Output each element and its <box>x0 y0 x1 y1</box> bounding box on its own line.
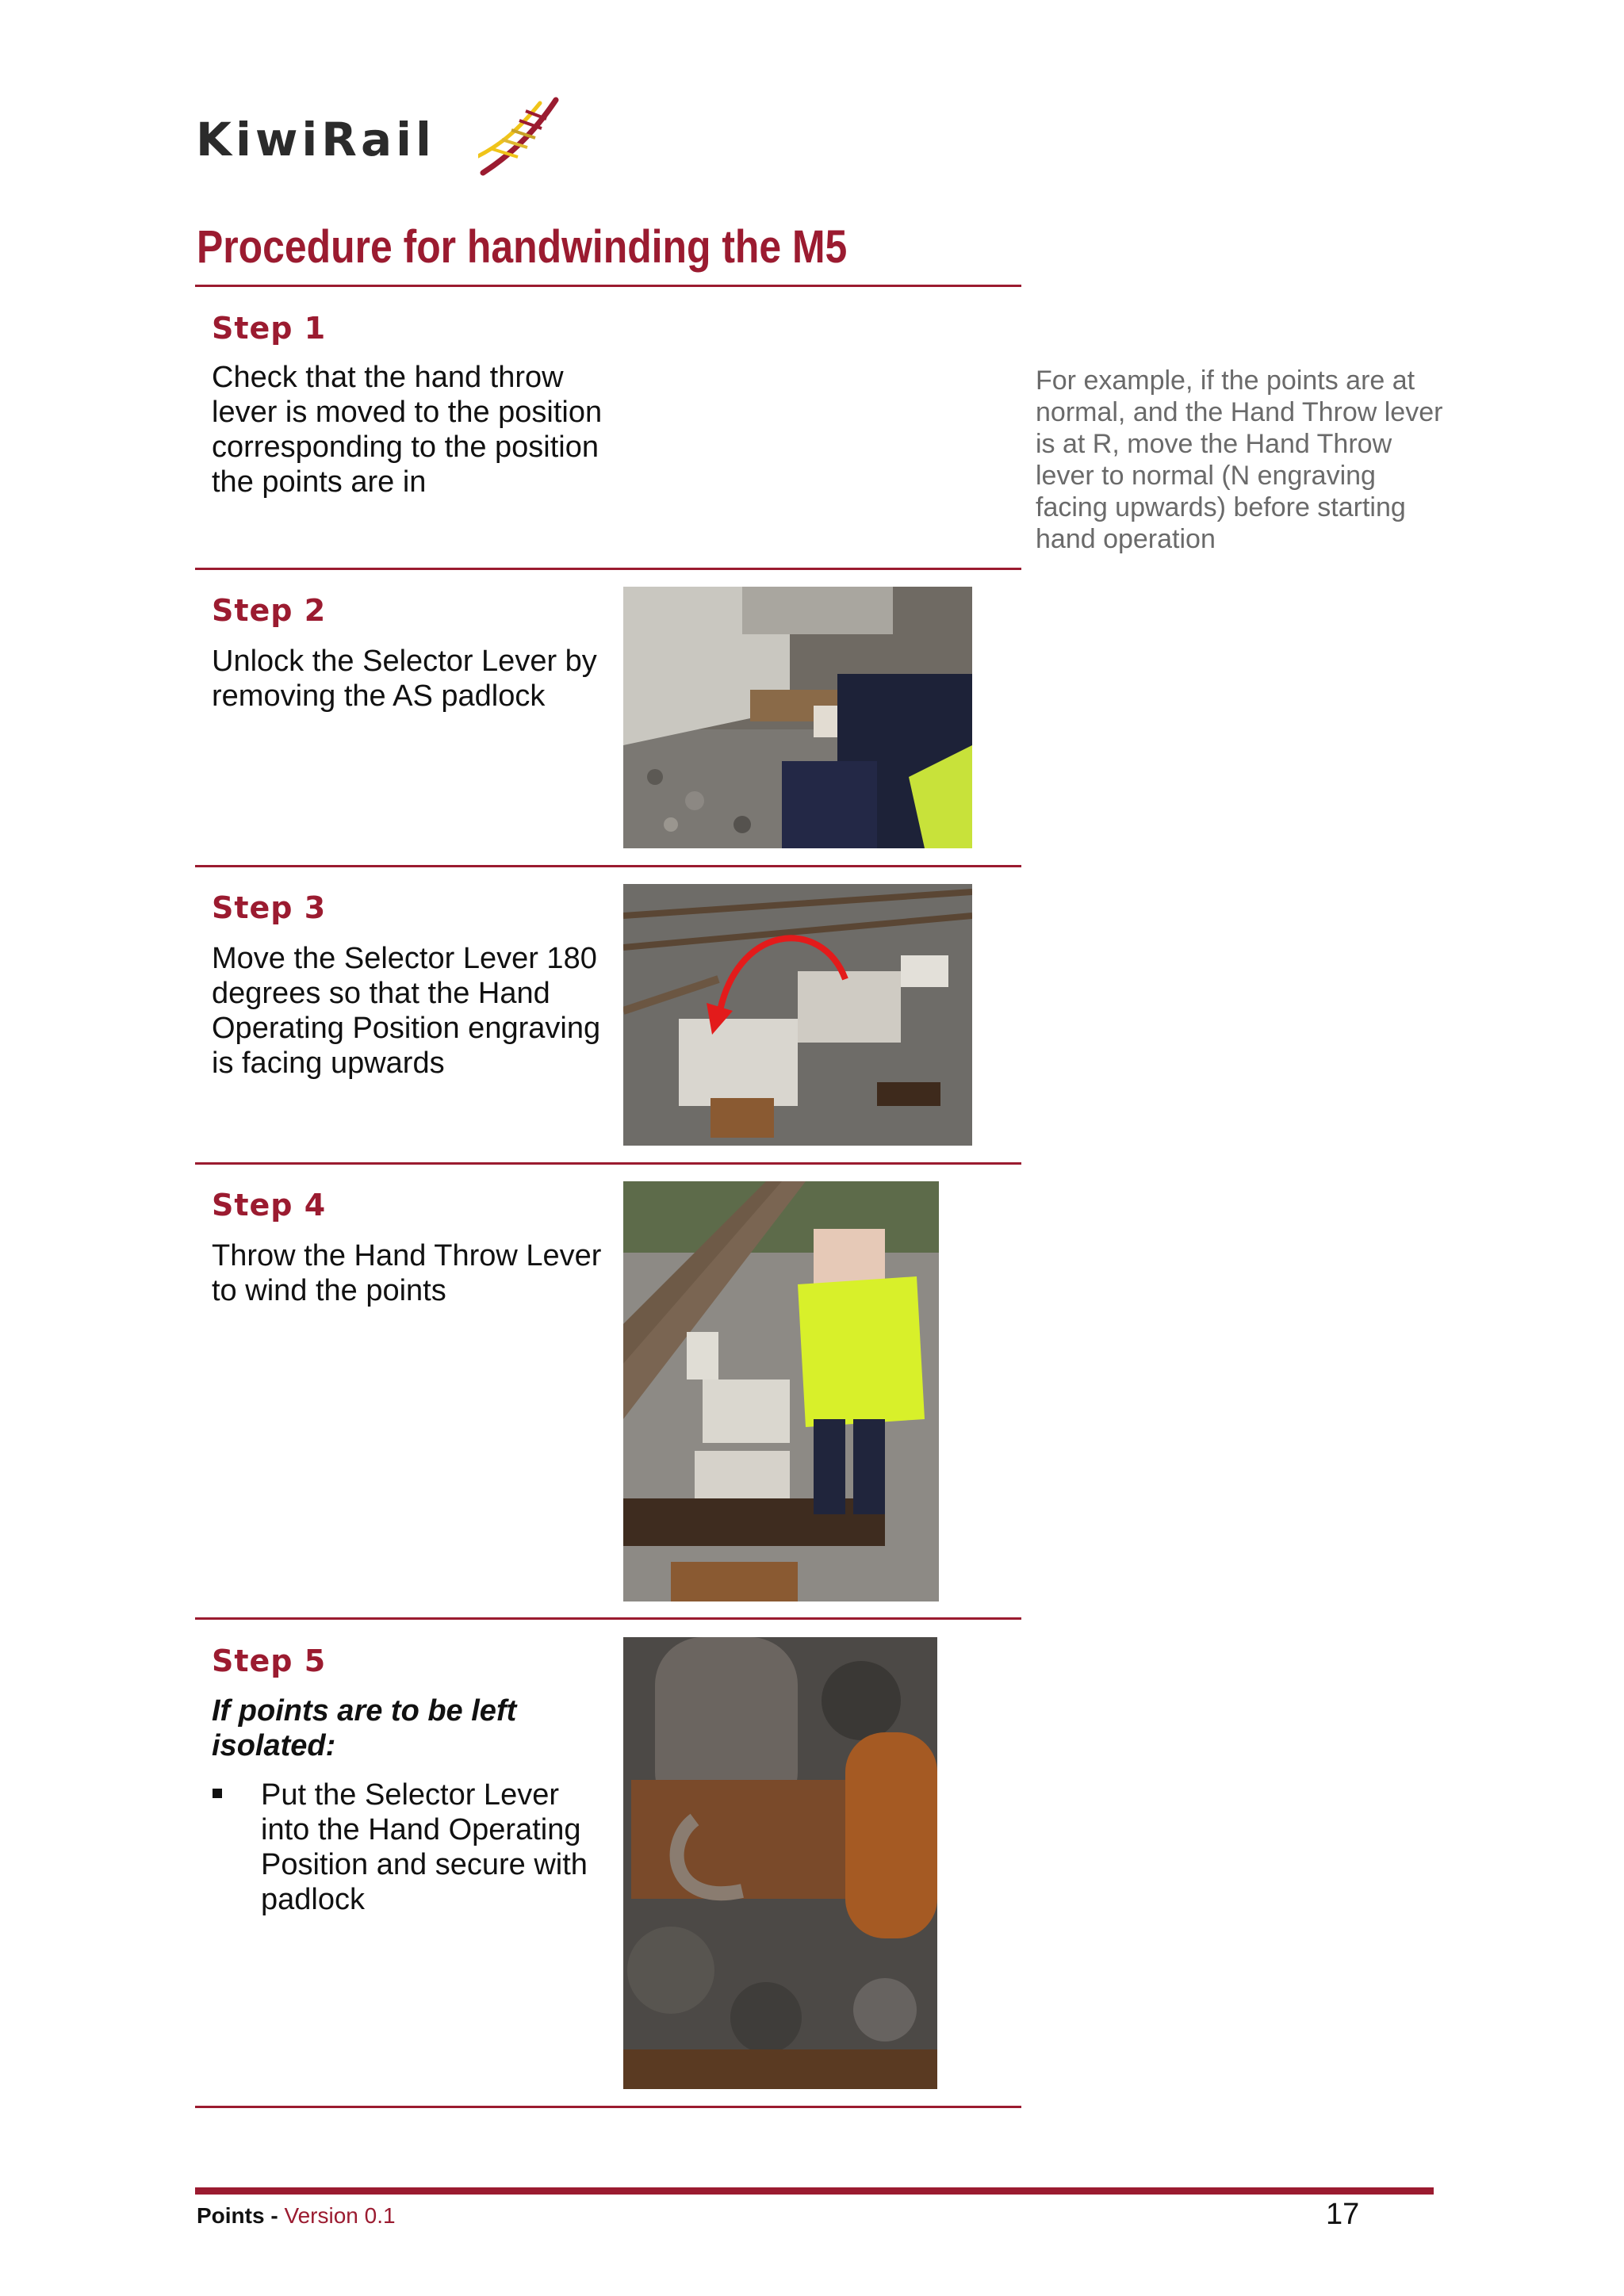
step-divider <box>195 2106 1021 2108</box>
step-1-label: Step 1 <box>212 311 327 346</box>
step-2-photo <box>623 587 972 848</box>
step-4-label: Step 4 <box>212 1188 327 1223</box>
page-title: Procedure for handwinding the M5 <box>197 221 848 273</box>
step-divider <box>195 1617 1021 1620</box>
step-4-text: Throw the Hand Throw Lever to wind the points <box>212 1239 602 1307</box>
kiwirail-logo <box>196 94 569 181</box>
bullet-icon <box>213 1789 222 1798</box>
step-divider <box>195 1162 1021 1165</box>
step-5-photo <box>623 1637 937 2089</box>
rail-swoosh-icon <box>478 94 565 181</box>
step-5-bullet: Put the Selector Lever into the Hand Operating Position and secure with padlock <box>261 1778 588 1916</box>
footer-doc-name: Points - <box>197 2203 285 2228</box>
step-5-label: Step 5 <box>212 1644 327 1678</box>
step-4-photo <box>623 1181 939 1601</box>
page-number: 17 <box>1326 2198 1360 2231</box>
step-2-text: Unlock the Selector Lever by removing the AS padlock <box>212 645 597 713</box>
step-5-condition: If points are to be left isolated: <box>212 1694 517 1762</box>
step-3-text: Move the Selector Lever 180 degrees so that the Hand Operating Position engraving is facing upwards <box>212 942 601 1080</box>
step-divider <box>195 568 1021 570</box>
footer-rule <box>195 2187 1434 2195</box>
logo-wordmark: KiwiRail <box>196 113 435 166</box>
footer-doc-info <box>197 2203 396 2229</box>
step-1-note: For example, if the points are at normal, and the Hand Throw lever is at R, move the Hand Throw lever to normal (N engraving facing upwards) before starting hand operation <box>1036 365 1443 554</box>
footer-version: Version 0.1 <box>284 2203 396 2228</box>
step-3-photo <box>623 884 972 1146</box>
step-3-label: Step 3 <box>212 890 327 925</box>
step-2-label: Step 2 <box>212 593 327 628</box>
title-divider <box>195 285 1021 287</box>
step-divider <box>195 865 1021 867</box>
step-1-text: Check that the hand throw lever is moved to the position corresponding to the position the points are in <box>212 361 603 499</box>
